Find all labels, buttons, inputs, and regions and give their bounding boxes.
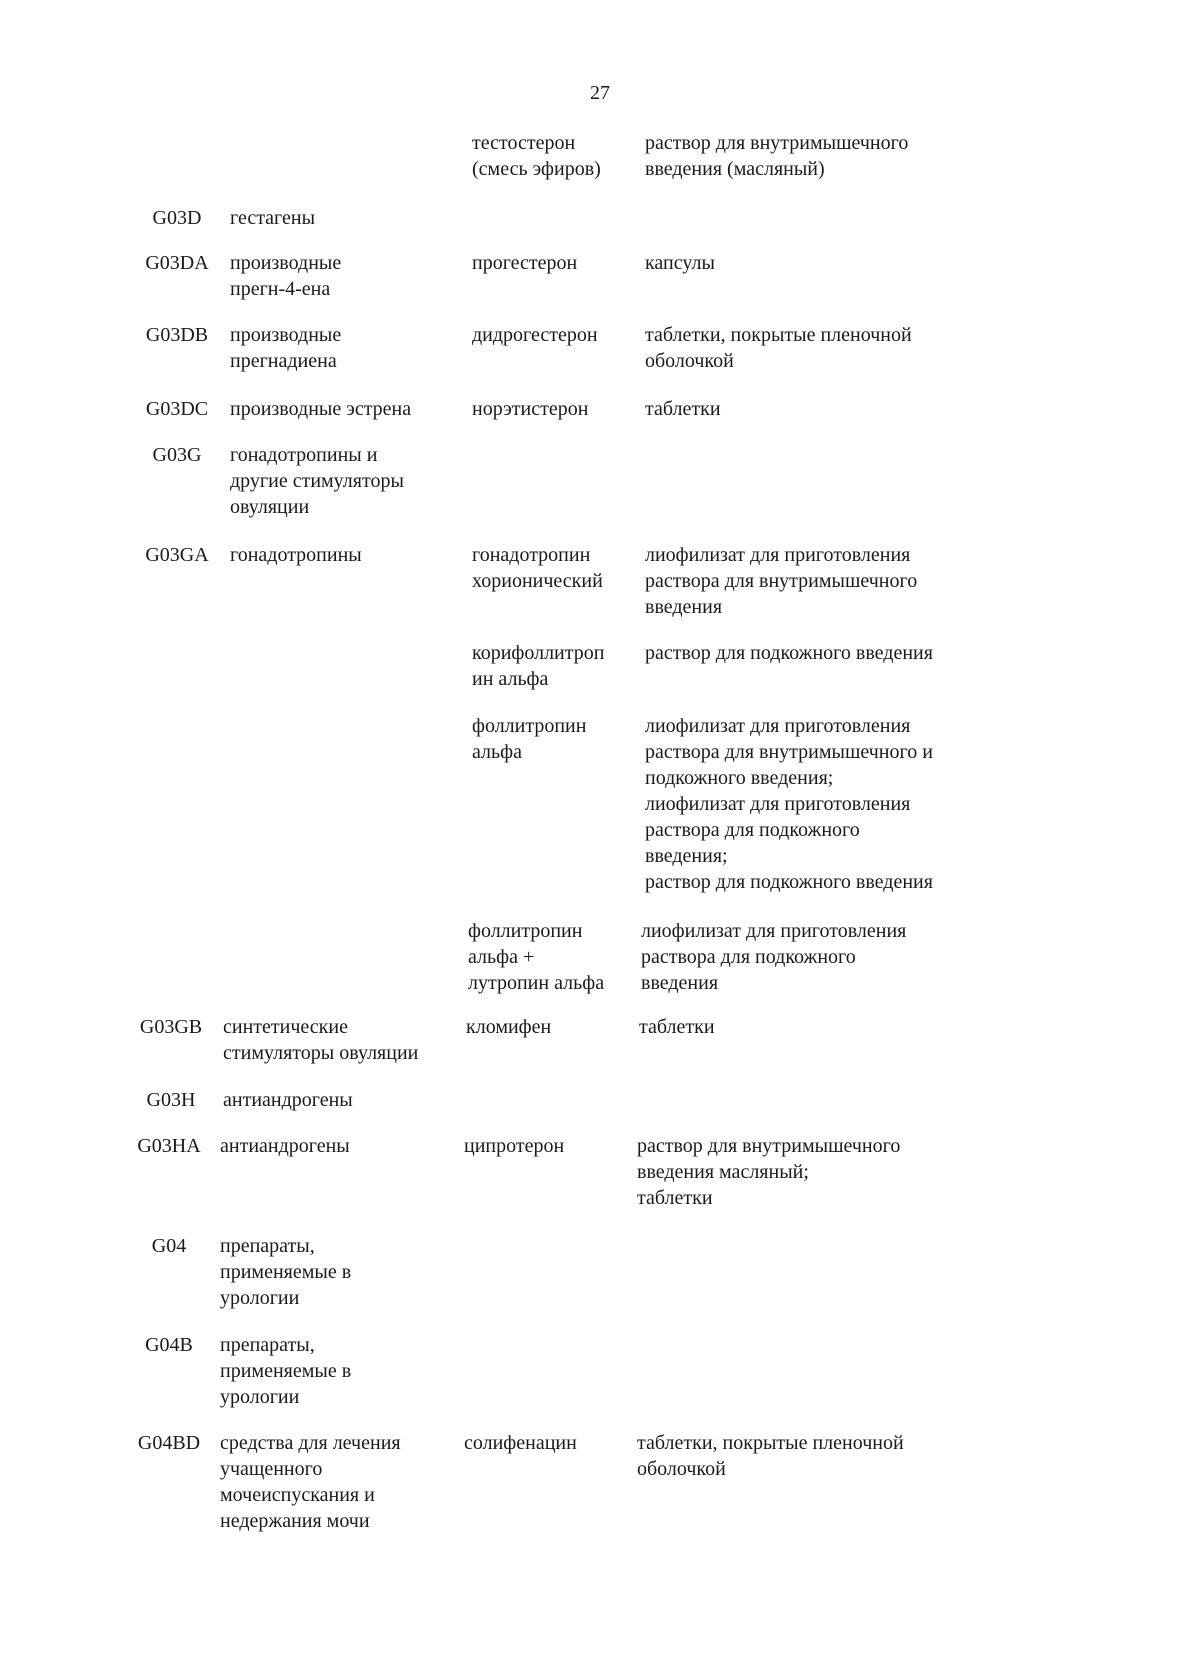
dosage-form: лиофилизат для приготовления раствора для внутримышечного введения xyxy=(645,544,918,618)
atc-code: G04B xyxy=(145,1334,193,1356)
table-row xyxy=(0,1133,1200,1233)
drug-name: фоллитропин альфа + лутропин альфа xyxy=(468,920,605,994)
group-name: средства для лечения учащенного мочеиспускания и недержания мочи xyxy=(220,1432,401,1532)
atc-code: G04 xyxy=(151,1235,187,1257)
dosage-form: капсулы xyxy=(645,252,715,274)
dosage-form: лиофилизат для приготовления раствора для внутримышечного и подкожного введения; лиофилизат для приготовления раствора для подкожного введения; раствор для подкожного введения xyxy=(645,715,933,893)
atc-code: G03H xyxy=(146,1089,196,1111)
table-row xyxy=(0,442,1200,542)
drug-name: тестостерон (смесь эфиров) xyxy=(472,132,601,180)
atc-code: G03GA xyxy=(145,544,209,566)
table-row xyxy=(0,713,1200,893)
group-name: производные прегн-4-ена xyxy=(230,252,342,300)
drug-name: фоллитропин альфа xyxy=(472,715,587,763)
page-number: 27 xyxy=(590,82,610,104)
group-name: препараты, применяемые в урологии xyxy=(220,1334,352,1408)
drug-name: прогестерон xyxy=(472,252,578,274)
group-name: антиандрогены xyxy=(220,1135,350,1157)
atc-code: G03G xyxy=(152,444,202,466)
drug-name: гонадотропин хорионический xyxy=(472,544,603,592)
drug-name: кломифен xyxy=(466,1016,552,1038)
table-row xyxy=(0,918,1200,1018)
atc-code: G03DB xyxy=(145,324,209,346)
dosage-form: таблетки, покрытые пленочной оболочкой xyxy=(645,324,912,372)
group-name: синтетические стимуляторы овуляции xyxy=(223,1016,419,1064)
dosage-form: раствор для подкожного введения xyxy=(645,642,933,664)
table-row xyxy=(0,1332,1200,1432)
table-row xyxy=(0,542,1200,642)
atc-code: G03HA xyxy=(137,1135,201,1157)
group-name: гонадотропины и другие стимуляторы овуляции xyxy=(230,444,404,518)
atc-code: G03D xyxy=(152,207,202,229)
group-name: гестагены xyxy=(230,207,316,229)
dosage-form: таблетки xyxy=(645,398,721,420)
atc-code: G03DA xyxy=(145,252,209,274)
drug-name: солифенацин xyxy=(464,1432,577,1454)
drug-name: дидрогестерон xyxy=(472,324,598,346)
dosage-form: лиофилизат для приготовления раствора для подкожного введения xyxy=(641,920,907,994)
table-row xyxy=(0,1233,1200,1333)
dosage-form: таблетки, покрытые пленочной оболочкой xyxy=(637,1432,904,1480)
drug-name: корифоллитроп ин альфа xyxy=(472,642,605,690)
group-name: производные прегнадиена xyxy=(230,324,342,372)
atc-code: G04BD xyxy=(137,1432,201,1454)
dosage-form: раствор для внутримышечного введения (масляный) xyxy=(645,132,909,180)
group-name: антиандрогены xyxy=(223,1089,353,1111)
group-name: препараты, применяемые в урологии xyxy=(220,1235,352,1309)
atc-code: G03DC xyxy=(145,398,209,420)
dosage-form: таблетки xyxy=(639,1016,715,1038)
group-name: гонадотропины xyxy=(230,544,362,566)
drug-name: ципротерон xyxy=(464,1135,565,1157)
dosage-form: раствор для внутримышечного введения масляный; таблетки xyxy=(637,1135,901,1209)
table-row xyxy=(0,1430,1200,1530)
atc-code: G03GB xyxy=(139,1016,203,1038)
drug-name: норэтистерон xyxy=(472,398,589,420)
group-name: производные эстрена xyxy=(230,398,412,420)
